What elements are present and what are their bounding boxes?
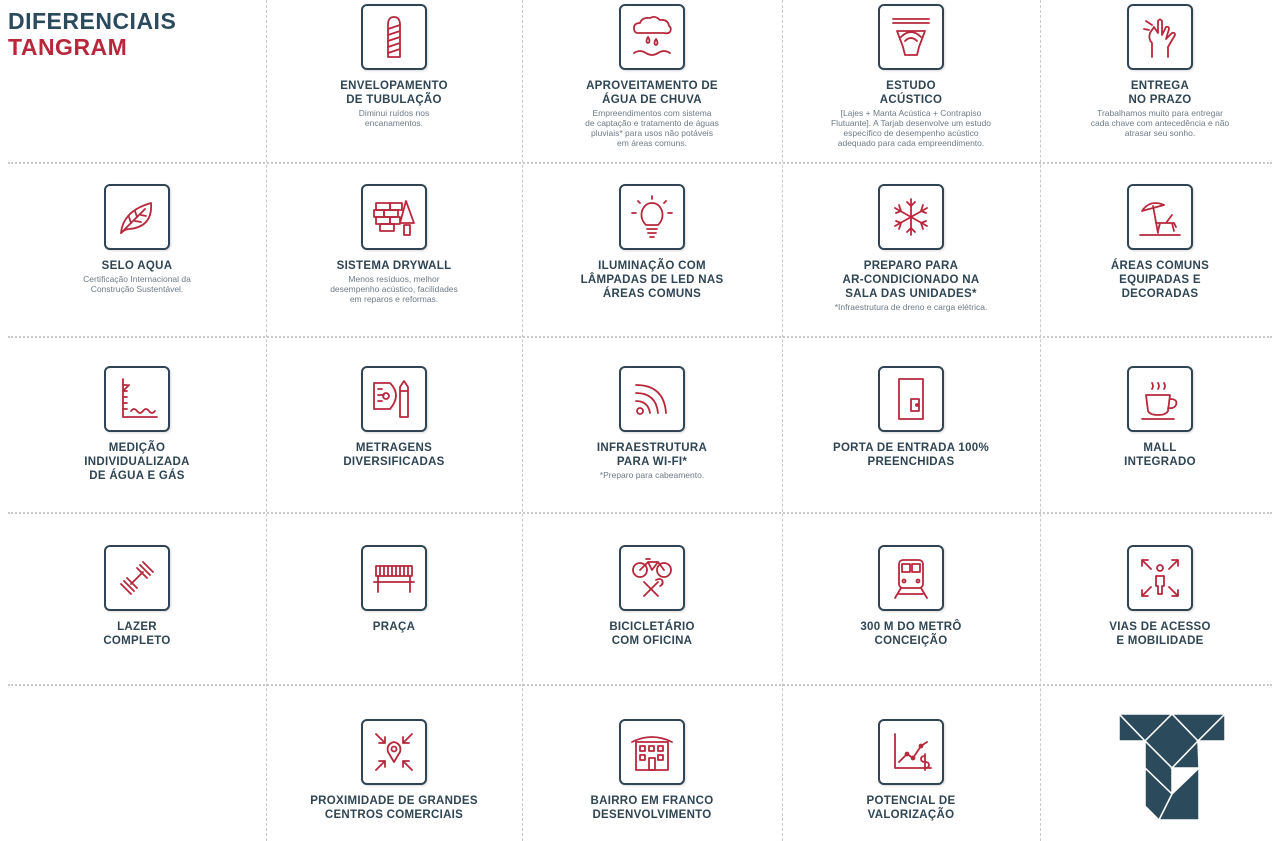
feature-title: LAZER COMPLETO xyxy=(103,621,171,647)
feature-description: [Lajes + Manta Acústica + Contrapiso Flutuante]. A Tarjab desenvolve um estudo específico de desempenho acústico adequado para cada empreendimento. xyxy=(830,108,992,148)
wifi-icon xyxy=(619,366,685,432)
mobility-icon xyxy=(1127,545,1193,611)
feature-title: METRAGENS DIVERSIFICADAS xyxy=(343,442,445,468)
growth-chart-icon xyxy=(878,719,944,785)
ruler-icon xyxy=(361,366,427,432)
feature-card xyxy=(266,719,522,823)
feature-title: MEDIÇÃO INDIVIDUALIZADA DE ÁGUA E GÁS xyxy=(84,442,190,482)
feature-card xyxy=(1040,4,1280,138)
feature-card xyxy=(782,184,1040,312)
feature-title: VIAS DE ACESSO E MOBILIDADE xyxy=(1109,621,1211,647)
heading-line-2: TANGRAM xyxy=(8,34,128,60)
feature-title: 300 M DO METRÔ CONCEIÇÃO xyxy=(860,621,962,647)
feature-card xyxy=(266,366,522,470)
feature-description: *Preparo para cabeamento. xyxy=(599,470,705,480)
feature-description: Trabalhamos muito para entregar cada chave com antecedência e não atrasar seu sonho. xyxy=(1090,108,1230,138)
feature-card xyxy=(522,4,782,148)
feature-title: BICICLETÁRIO COM OFICINA xyxy=(609,621,695,647)
feature-card xyxy=(8,366,266,484)
hand-icon xyxy=(1127,4,1193,70)
feature-card xyxy=(1040,545,1280,649)
feature-card xyxy=(522,719,782,823)
feature-title: MALL INTEGRADO xyxy=(1124,442,1196,468)
piping-icon xyxy=(361,4,427,70)
feature-title: ENTREGA NO PRAZO xyxy=(1128,80,1192,106)
heading-line-1: DIFERENCIAIS xyxy=(8,8,177,34)
feature-card xyxy=(522,184,782,302)
coffee-cup-icon xyxy=(1127,366,1193,432)
feature-title: PRAÇA xyxy=(372,621,416,633)
feature-card xyxy=(522,366,782,480)
feature-card xyxy=(522,545,782,649)
feature-title: PORTA DE ENTRADA 100% PREENCHIDAS xyxy=(832,442,990,468)
feature-description: Certificação Internacional da Construção Sustentável. xyxy=(83,274,191,294)
feature-title: PREPARO PARA AR-CONDICIONADO NA SALA DAS UNIDADES* xyxy=(842,260,980,300)
leaf-icon xyxy=(104,184,170,250)
feature-card xyxy=(1040,366,1280,470)
feature-title: APROVEITAMENTO DE ÁGUA DE CHUVA xyxy=(586,80,718,106)
feature-card xyxy=(8,545,266,649)
feature-title: ENVELOPAMENTO DE TUBULAÇÃO xyxy=(340,80,448,106)
bicycle-icon xyxy=(619,545,685,611)
drywall-icon xyxy=(361,184,427,250)
location-pin-icon xyxy=(361,719,427,785)
feature-description: Menos resíduos, melhor desempenho acústico, facilidades em reparos e reformas. xyxy=(330,274,458,304)
feature-title: BAIRRO EM FRANCO DESENVOLVIMENTO xyxy=(590,795,714,821)
bench-icon xyxy=(361,545,427,611)
door-icon xyxy=(878,366,944,432)
building-icon xyxy=(619,719,685,785)
feature-card xyxy=(266,4,522,128)
water-meter-icon xyxy=(104,366,170,432)
feature-description: *Infraestrutura de dreno e carga elétrica. xyxy=(834,302,988,312)
feature-description: Empreendimentos com sistema de captação e tratamento de águas pluviais* para usos não potáveis em áreas comuns. xyxy=(585,108,719,148)
feature-title: ÁREAS COMUNS EQUIPADAS E DECORADAS xyxy=(1110,260,1210,300)
feature-title: ILUMINAÇÃO COM LÂMPADAS DE LED NAS ÁREAS COMUNS xyxy=(580,260,724,300)
feature-card xyxy=(782,4,1040,148)
dumbbell-icon xyxy=(104,545,170,611)
feature-card xyxy=(266,545,522,635)
acoustic-icon xyxy=(878,4,944,70)
grid-divider xyxy=(8,684,1272,686)
lightbulb-icon xyxy=(619,184,685,250)
rain-water-icon xyxy=(619,4,685,70)
feature-title: POTENCIAL DE VALORIZAÇÃO xyxy=(866,795,956,821)
beach-chair-icon xyxy=(1127,184,1193,250)
feature-card xyxy=(782,545,1040,649)
tangram-logo xyxy=(1104,714,1240,820)
feature-card xyxy=(266,184,522,304)
feature-card xyxy=(782,719,1040,823)
feature-card xyxy=(1040,184,1280,302)
grid-divider xyxy=(8,336,1272,338)
feature-card xyxy=(782,366,1040,470)
feature-title: PROXIMIDADE DE GRANDES CENTROS COMERCIAIS xyxy=(310,795,478,821)
page-heading xyxy=(8,8,176,60)
feature-card xyxy=(8,184,266,294)
grid-divider xyxy=(8,512,1272,514)
feature-description: Diminui ruídos nos encanamentos. xyxy=(358,108,430,128)
snowflake-icon xyxy=(878,184,944,250)
feature-title: ESTUDO ACÚSTICO xyxy=(879,80,943,106)
train-icon xyxy=(878,545,944,611)
grid-divider xyxy=(8,162,1272,164)
feature-title: INFRAESTRUTURA PARA WI-FI* xyxy=(596,442,708,468)
feature-title: SELO AQUA xyxy=(101,260,173,272)
feature-title: SISTEMA DRYWALL xyxy=(336,260,452,272)
